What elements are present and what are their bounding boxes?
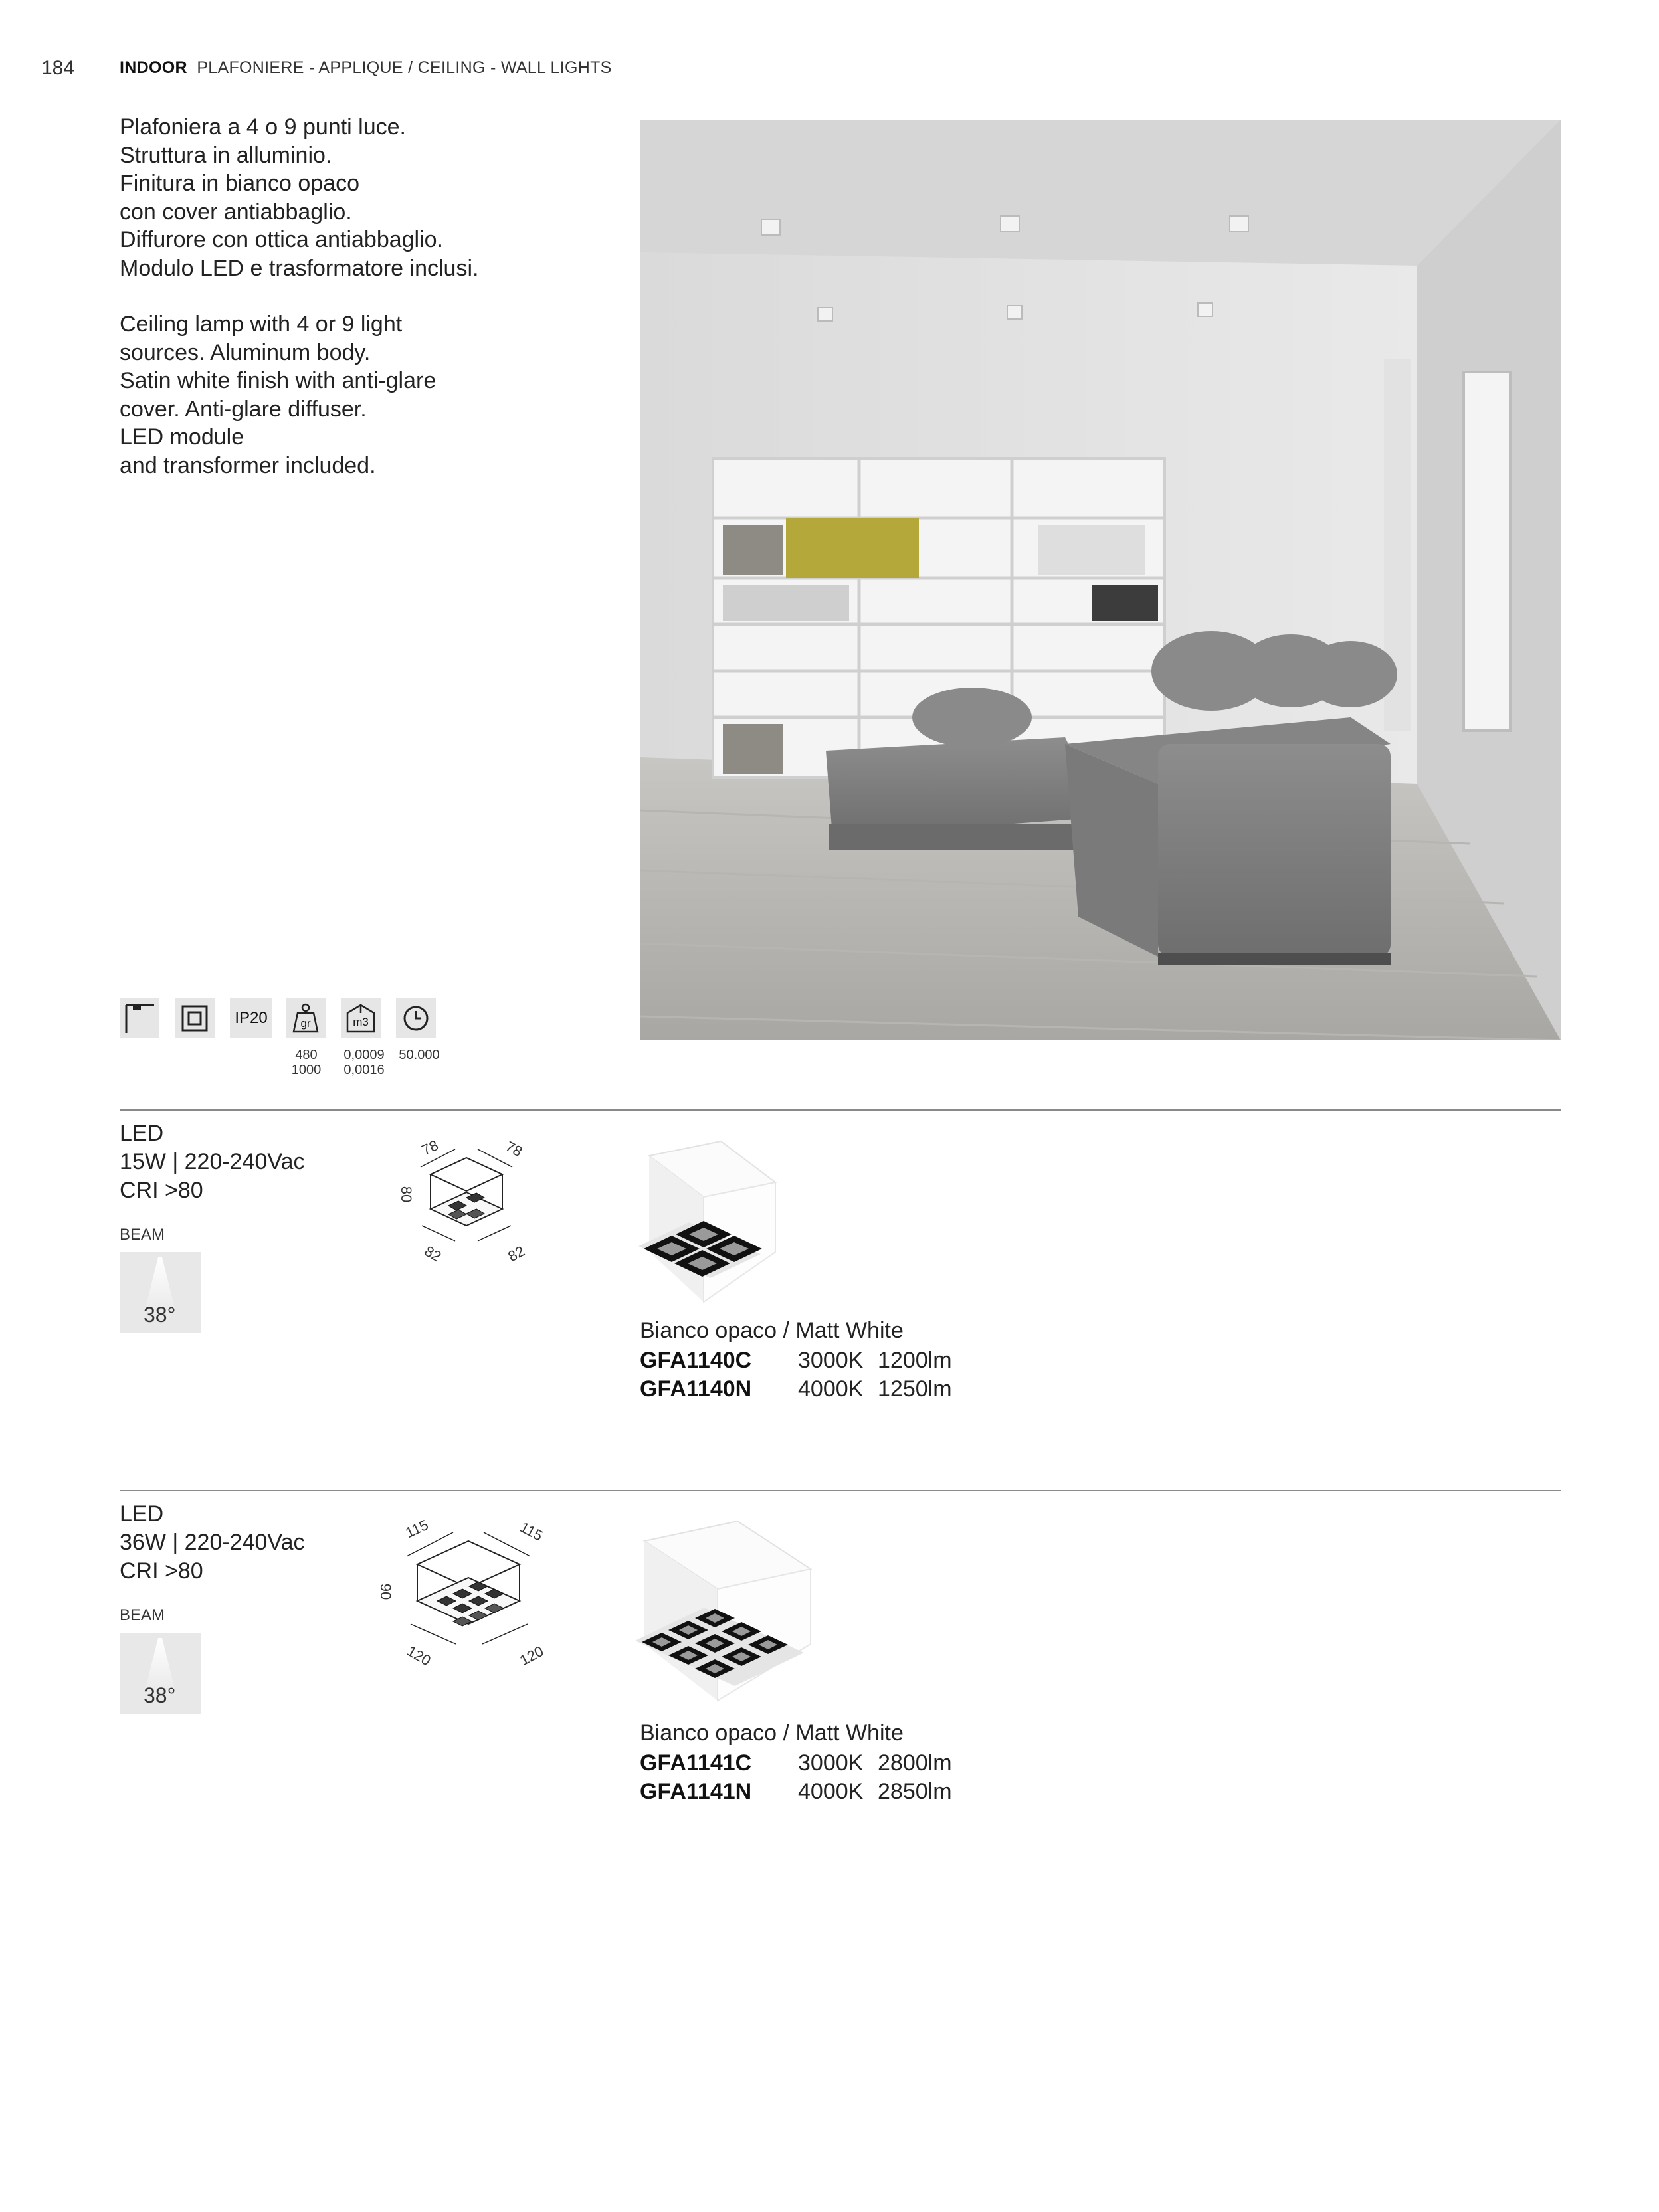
description-line: Plafoniera a 4 o 9 punti luce. <box>120 114 406 139</box>
page-number: 184 <box>41 57 75 79</box>
room-photo <box>640 120 1561 1040</box>
divider <box>120 1109 1561 1111</box>
lumen-output: 2850lm <box>878 1779 952 1804</box>
dim-bottom-left: 82 <box>421 1242 444 1265</box>
volume-value: 0,0016 <box>343 1063 385 1077</box>
power-rating: 15W | 220-240Vac <box>120 1149 305 1174</box>
living-room-illustration <box>640 120 1561 1040</box>
product-1-specs <box>120 1119 304 1205</box>
beam-icon <box>120 1252 201 1333</box>
lumen-output: 1250lm <box>878 1376 952 1402</box>
dim-height: 90 <box>377 1583 395 1600</box>
section-subtitle: PLAFONIERE - APPLIQUE / CEILING - WALL LIGHTS <box>197 58 612 77</box>
section-category: INDOOR <box>120 58 187 77</box>
product-code: GFA1141C <box>640 1750 752 1776</box>
description-line: and transformer included. <box>120 452 376 478</box>
description-line: sources. Aluminum body. <box>120 339 371 365</box>
weight-unit: gr <box>300 1017 311 1030</box>
product-code: GFA1141N <box>640 1779 752 1804</box>
ip-rating-text: IP20 <box>235 1009 268 1027</box>
description-line: Struttura in alluminio. <box>120 142 332 168</box>
divider <box>120 1490 1561 1491</box>
variant-row <box>640 1376 952 1402</box>
weight-icon <box>286 998 326 1038</box>
volume-value: 0,0009 <box>343 1048 385 1062</box>
color-temperature: 4000K <box>798 1779 864 1804</box>
lumen-output: 1200lm <box>878 1348 952 1373</box>
dimension-drawing <box>389 1133 548 1279</box>
product-code: GFA1140N <box>640 1376 752 1402</box>
dim-top-right: 115 <box>517 1519 546 1544</box>
finish-label: Bianco opaco / Matt White <box>640 1318 904 1343</box>
color-temperature: 4000K <box>798 1376 864 1402</box>
light-source: LED <box>120 1121 164 1146</box>
dim-bottom-right: 120 <box>517 1642 547 1669</box>
ip-rating-badge <box>230 998 272 1038</box>
variant-row <box>640 1348 952 1374</box>
section-title <box>120 58 612 78</box>
weight-values <box>286 1048 327 1078</box>
description-line: con cover antiabbaglio. <box>120 199 352 225</box>
volume-unit: m3 <box>353 1016 369 1028</box>
color-temperature: 3000K <box>798 1348 864 1373</box>
double-insulation-icon <box>175 998 215 1038</box>
description-line: Diffurore con ottica antiabbaglio. <box>120 227 444 252</box>
finish-label: Bianco opaco / Matt White <box>640 1720 904 1746</box>
description-english <box>120 310 611 480</box>
beam-angle: 38° <box>144 1683 176 1707</box>
description-italian <box>120 113 611 282</box>
weight-value: 480 <box>295 1048 318 1062</box>
beam-label: BEAM <box>120 1226 165 1244</box>
beam-icon <box>120 1633 201 1714</box>
dimension-drawing <box>372 1511 565 1684</box>
description-line: LED module <box>120 424 244 450</box>
dim-height: 80 <box>398 1186 415 1203</box>
dim-bottom-right: 82 <box>505 1242 528 1265</box>
power-rating: 36W | 220-240Vac <box>120 1530 305 1555</box>
product-code: GFA1140C <box>640 1348 752 1373</box>
dim-top-left: 78 <box>419 1137 441 1159</box>
variant-row <box>640 1779 952 1805</box>
beam-label: BEAM <box>120 1606 165 1624</box>
volume-icon <box>341 998 381 1038</box>
lifetime-clock-icon <box>396 998 436 1038</box>
beam-angle: 38° <box>144 1303 176 1327</box>
description-line: Finitura in bianco opaco <box>120 171 360 196</box>
description-line: cover. Anti-glare diffuser. <box>120 396 367 422</box>
lumen-output: 2800lm <box>878 1750 952 1776</box>
color-temperature: 3000K <box>798 1750 864 1776</box>
description-line: Ceiling lamp with 4 or 9 light <box>120 312 403 337</box>
ceiling-mount-icon <box>120 998 159 1038</box>
lifetime-value: 50.000 <box>399 1048 440 1062</box>
light-source: LED <box>120 1501 164 1526</box>
weight-value: 1000 <box>291 1063 322 1077</box>
description-line: Satin white finish with anti-glare <box>120 368 437 393</box>
dim-top-left: 115 <box>403 1516 431 1542</box>
description-line: Modulo LED e trasformatore inclusi. <box>120 255 479 281</box>
dim-top-right: 78 <box>502 1137 526 1160</box>
product-image <box>631 1508 830 1707</box>
volume-values <box>336 1048 392 1078</box>
variant-row <box>640 1750 952 1776</box>
cri-rating: CRI >80 <box>120 1558 203 1584</box>
product-2-specs <box>120 1500 304 1586</box>
dim-bottom-left: 120 <box>404 1642 434 1669</box>
cri-rating: CRI >80 <box>120 1178 203 1203</box>
product-image <box>634 1129 787 1309</box>
